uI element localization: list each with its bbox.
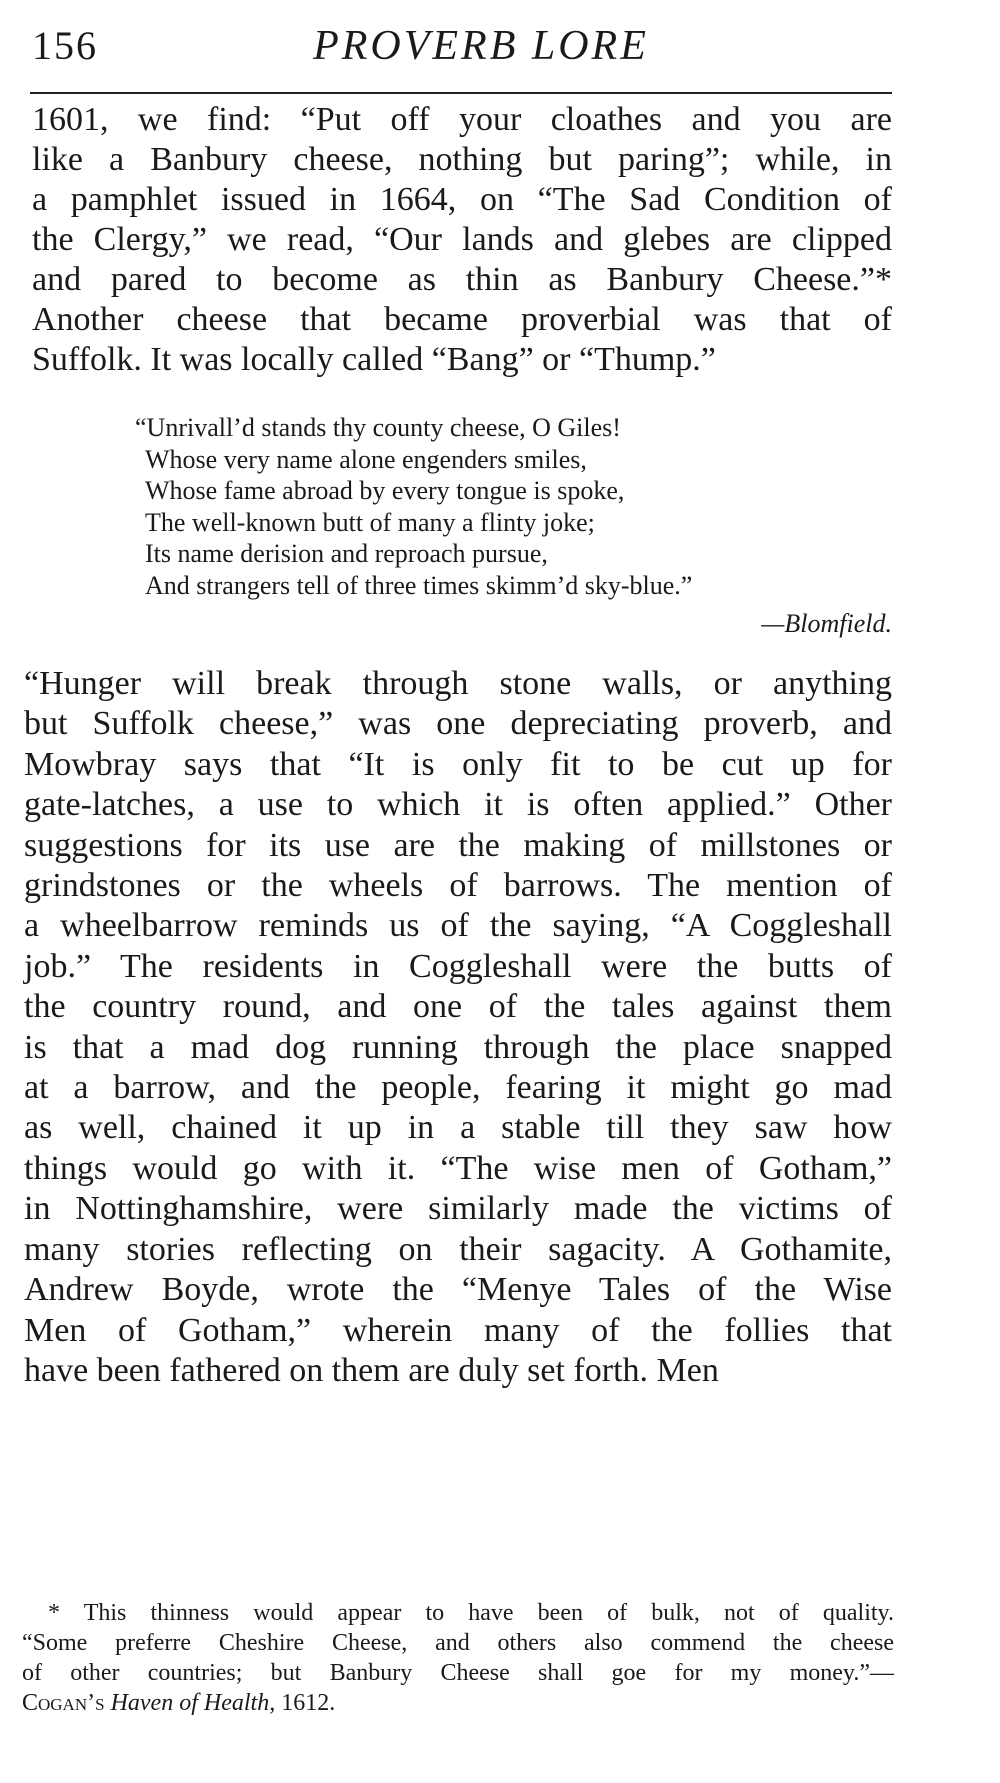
text-line: a wheelbarrow reminds us of the saying, “A Coggleshall [24, 907, 892, 945]
footnote-line: “Some preferre Cheshire Cheese, and others also commend the cheese [22, 1630, 894, 1656]
text-line: Andrew Boyde, wrote the “Menye Tales of the Wise [24, 1271, 892, 1309]
text-line: a pamphlet issued in 1664, on “The Sad Condition of [32, 181, 892, 218]
text-line: the country round, and one of the tales against them [24, 988, 892, 1026]
text-line: as well, chained it up in a stable till they saw how [24, 1109, 892, 1147]
verse-line: “Unrivall’d stands thy county cheese, O Giles! [135, 413, 621, 442]
footnote-line: of other countries; but Banbury Cheese shall goe for my money.”— [22, 1660, 894, 1686]
text-line: and pared to become as thin as Banbury Cheese.”* [32, 261, 892, 298]
text-line: 1601, we find: “Put off your cloathes and you are [32, 101, 892, 138]
text-line: have been fathered on them are duly set forth. Men [24, 1351, 719, 1389]
text-line: many stories reflecting on their sagacity. A Gothamite, [24, 1230, 892, 1268]
text-line: suggestions for its use are the making of millstones or [24, 826, 892, 864]
verse-attribution: —Blomfield. [761, 609, 892, 638]
text-line: at a barrow, and the people, fearing it might go mad [24, 1069, 892, 1107]
text-line: Another cheese that became proverbial was that of [32, 301, 892, 338]
paragraph-suffolk-cheese [24, 664, 892, 1391]
verse-line: Whose very name alone engenders smiles, [145, 444, 587, 474]
text-line: Mowbray says that “It is only fit to be cut up for [24, 745, 892, 783]
verse-quotation [135, 412, 895, 601]
verse-line: The well-known butt of many a flinty joke; [145, 507, 595, 537]
footnote [22, 1598, 894, 1718]
footnote-citation [22, 1688, 894, 1718]
text-line: grindstones or the wheels of barrows. The mention of [24, 867, 892, 905]
text-line: is that a mad dog running through the place snapped [24, 1028, 892, 1066]
text-line: like a Banbury cheese, nothing but paring”; while, in [32, 141, 892, 178]
running-title: PROVERB LORE [313, 23, 649, 69]
paragraph-banbury-cheese [32, 100, 892, 380]
text-line: but Suffolk cheese,” was one depreciating proverb, and [24, 705, 892, 743]
verse-line: And strangers tell of three times skimm’d sky-blue.” [145, 570, 693, 600]
text-line: in Nottinghamshire, were similarly made the victims of [24, 1190, 892, 1228]
verse-line: Whose fame abroad by every tongue is spoke, [145, 476, 625, 505]
text-line: Men of Gotham,” wherein many of the follies that [24, 1311, 892, 1349]
citation-work: Haven of Health, [110, 1690, 276, 1716]
header-rule [30, 92, 892, 94]
text-line: job.” The residents in Coggleshall were the butts of [24, 947, 892, 985]
citation-year: 1612. [281, 1690, 336, 1716]
text-line: Suffolk. It was locally called “Bang” or “Thump.” [32, 341, 716, 378]
text-line: things would go with it. “The wise men of Gotham,” [24, 1149, 892, 1187]
text-line: “Hunger will break through stone walls, or anything [24, 665, 892, 702]
footnote-line: * This thinness would appear to have been of bulk, not of quality. [48, 1600, 894, 1626]
verse-line: Its name derision and reproach pursue, [145, 539, 548, 568]
page-header [30, 18, 892, 80]
citation-author: Cogan’s [22, 1690, 105, 1716]
text-line: gate-latches, a use to which it is often applied.” Other [24, 786, 892, 824]
text-line: the Clergy,” we read, “Our lands and glebes are clipped [32, 221, 892, 258]
page-number: 156 [32, 23, 98, 68]
